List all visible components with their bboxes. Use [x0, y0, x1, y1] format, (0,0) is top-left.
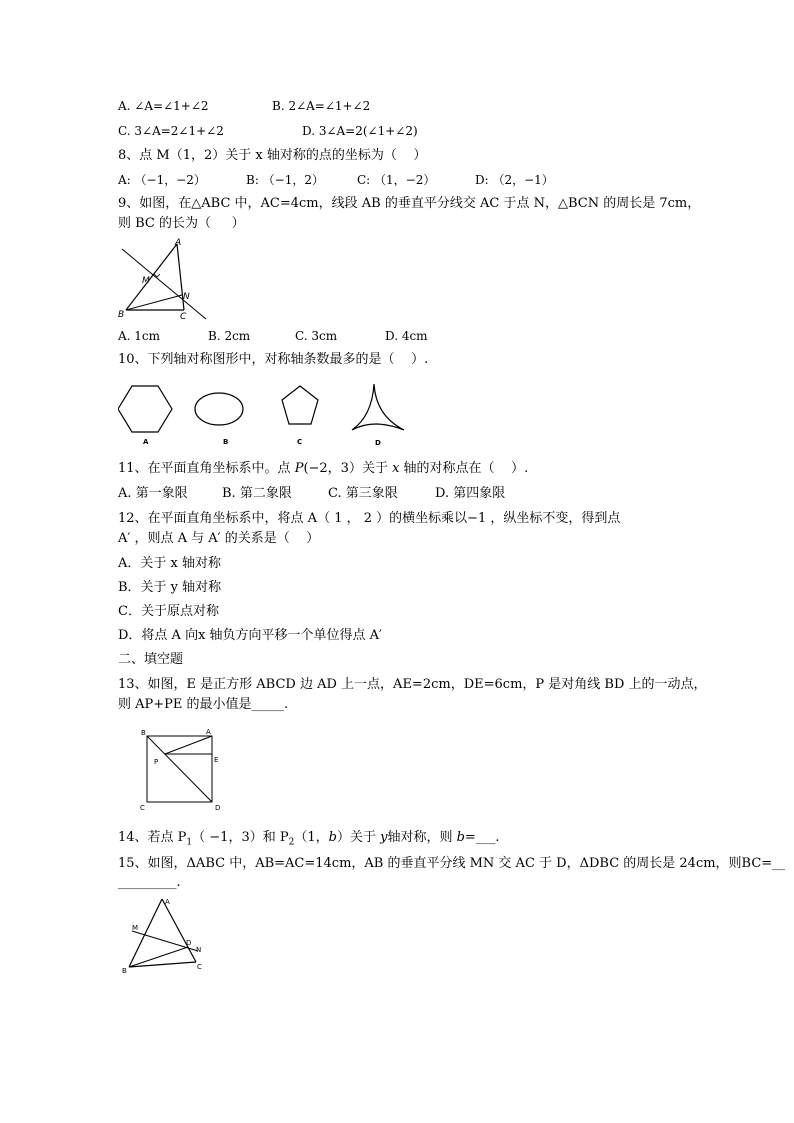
q7-option-d: D. 3∠A=2(∠1+∠2) [302, 124, 418, 138]
q9-option-d: D. 4cm [385, 329, 428, 343]
q13-label-a: A [206, 728, 211, 736]
q10-label-a: A [143, 438, 149, 446]
q13-label-b: B [141, 729, 146, 737]
q13-label-d: D [215, 804, 221, 812]
q10-label-d: D [375, 439, 381, 447]
q9-option-c: C. 3cm [295, 329, 338, 343]
q11-axis: x [392, 461, 400, 476]
ellipse-shape [195, 393, 243, 425]
q8-option-a: A: （−1，−2） [118, 173, 206, 187]
q9-option-b: B. 2cm [208, 329, 251, 343]
q15-label-n: N [196, 946, 202, 954]
q9-label-m: M [142, 276, 150, 286]
q13-label-e: E [214, 756, 219, 764]
q14-sub2: 2 [288, 837, 295, 848]
q9-triangle-figure [116, 235, 212, 323]
pentagon-shape [282, 386, 318, 424]
q9-label-a: A [175, 238, 182, 248]
hexagon-shape [118, 386, 172, 432]
q9-side-ab [126, 244, 177, 310]
q9-label-c: C [180, 312, 187, 322]
q14-var-b: b [328, 830, 337, 845]
q10-label-b: B [223, 438, 229, 446]
q14-text [118, 829, 499, 847]
q12-option-a: A．关于 x 轴对称 [118, 556, 221, 571]
q8-stem: 8、点 M（1，2）关于 x 轴对称的点的坐标为（ ） [118, 148, 427, 163]
q8-option-c: C: （1，−2） [357, 173, 436, 187]
q12-option-b: B．关于 y 轴对称 [118, 580, 222, 595]
q11-stem-pre: 11、在平面直角坐标系中。点 [118, 461, 295, 476]
q15-label-a: A [165, 898, 170, 906]
q14-text-mid4: 轴对称，则 [387, 830, 457, 845]
q7-option-b: B. 2∠A=∠1+∠2 [272, 99, 371, 113]
q13-segment-ap [165, 736, 212, 754]
q15-label-b: B [122, 967, 127, 975]
q15-stem-line2: _________. [118, 875, 181, 890]
q13-label-p: P [154, 758, 159, 766]
q15-label-d: D [186, 939, 192, 947]
q14-text-post: =___. [464, 830, 500, 845]
q14-text-mid1: （ −1，3）和 P [192, 830, 289, 845]
q9-segment-bn [126, 295, 182, 310]
q11-point: P [294, 461, 304, 476]
q13-diagonal-bd [147, 736, 212, 802]
q15-label-m: M [132, 924, 139, 932]
q11-option-b: B. 第二象限 [222, 486, 292, 501]
q7-option-c: C. 3∠A=2∠1+∠2 [118, 124, 224, 138]
q15-label-c: C [197, 963, 202, 971]
q14-text-mid2: （1， [294, 830, 329, 845]
q12-option-d: D．将点 A 向x 轴负方向平移一个单位得点 A′ [118, 628, 383, 643]
q10-label-c: C [297, 438, 303, 446]
section-fill-in-title: 二、填空题 [118, 652, 184, 667]
q11-stem-mid: (−2，3）关于 [303, 461, 393, 476]
q14-text-mid3: ）关于 [336, 830, 381, 845]
q13-stem-line2: 则 AP+PE 的最小值是_____. [118, 697, 289, 712]
q13-label-c: C [140, 804, 145, 812]
q11-stem [118, 460, 528, 478]
q13-stem-line1: 13、如图，E 是正方形 ABCD 边 AD 上一点，AE=2cm，DE=6cm，P 是对角线 BD 上的一动点， [118, 677, 707, 692]
q9-stem-line1: 9、如图，在△ABC 中，AC=4cm，线段 AB 的垂直平分线交 AC 于点 N，△BCN 的周长是 7cm， [118, 196, 701, 211]
q14-var-y: y [380, 830, 388, 845]
q11-option-c: C. 第三象限 [328, 486, 398, 501]
q14-var-b2: b [456, 830, 465, 845]
q9-option-a: A. 1cm [118, 329, 161, 343]
q14-text-pre: 14、若点 P [118, 830, 187, 845]
q8-option-b: B: （−1，2） [246, 173, 325, 187]
q10-shapes-figure [118, 378, 418, 450]
q11-stem-post: 轴的对称点在（ ）. [399, 461, 529, 476]
q12-stem-line2: A′ ，则点 A 与 A′ 的关系是（ ） [118, 531, 320, 546]
q9-label-b: B [118, 310, 125, 320]
q15-side-bc [129, 962, 196, 967]
q15-stem-line1: 15、如图，ΔABC 中，AB=AC=14cm，AB 的垂直平分线 MN 交 AC 于 D，ΔDBC 的周长是 24cm，则BC=__ [118, 856, 786, 871]
q8-option-d: D: （2，−1） [475, 173, 554, 187]
curved-triangle-shape [352, 384, 404, 430]
q11-option-a: A. 第一象限 [118, 486, 188, 501]
q15-side-ab [129, 899, 162, 967]
q9-perpendicular-bisector-line [122, 249, 206, 319]
q11-option-d: D. 第四象限 [435, 486, 506, 501]
q14-sub1: 1 [186, 837, 193, 848]
q12-stem-line1: 12、在平面直角坐标系中，将点 A（ 1 ， 2 ）的横坐标乘以−1 ，纵坐标不变，得到点 [118, 511, 621, 526]
q10-stem: 10、下列轴对称图形中，对称轴条数最多的是（ ）. [118, 352, 429, 367]
q7-option-a: A. ∠A=∠1+∠2 [118, 99, 209, 113]
q15-triangle-figure [118, 893, 210, 977]
q9-stem-line2: 则 BC 的长为（ ） [118, 216, 245, 231]
q9-label-n: N [183, 292, 190, 302]
q12-option-c: C．关于原点对称 [118, 604, 219, 619]
q13-square-figure [136, 726, 228, 812]
q15-side-ac [162, 899, 196, 962]
